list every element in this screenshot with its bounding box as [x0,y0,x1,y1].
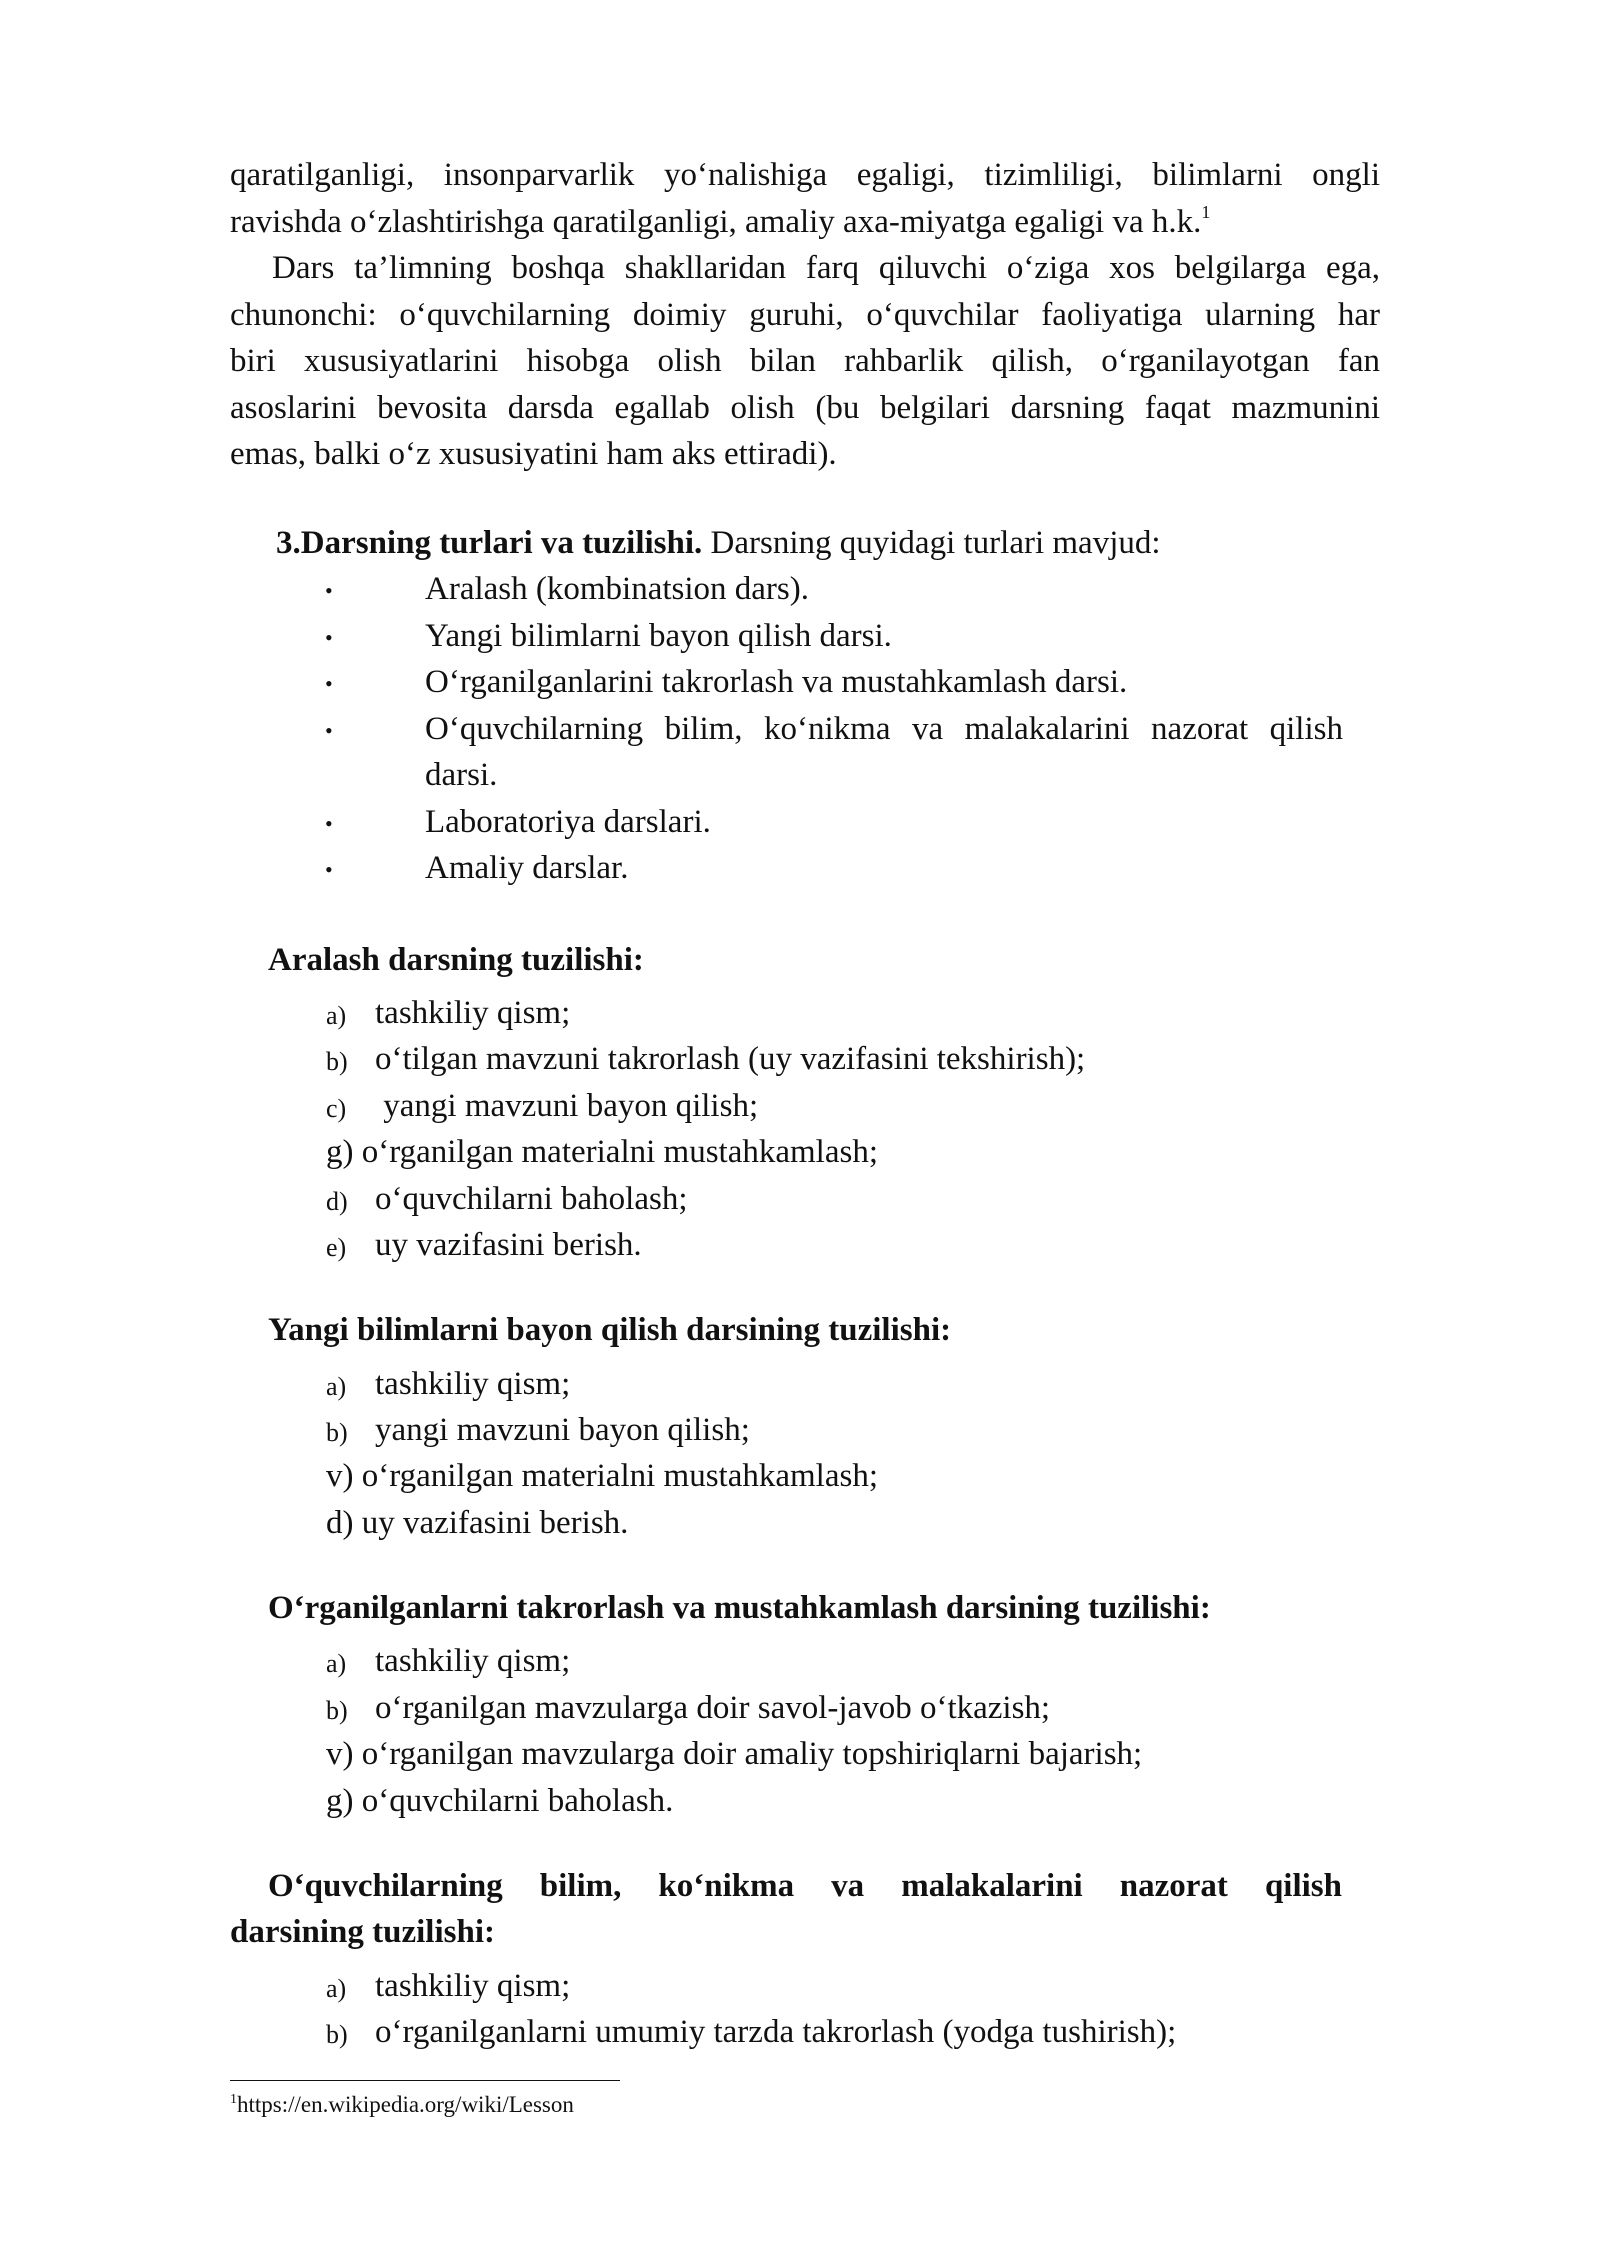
section-3-heading [276,525,1161,562]
yangi-heading: Yangi bilimlarni bayon qilish darsining tuzilishi: [268,1312,952,1348]
item-letter: a) [326,1372,347,1401]
list-item: tashkiliy qism; [375,1366,571,1402]
dars-line-3: biri xususiyatlarini hisobga olish bilan rahbarlik qilish, o‘rganilayotgan fan [230,343,1380,379]
nazorat-heading-line-2: darsining tuzilishi: [230,1914,495,1950]
section-3-lead: Darsning quyidagi turlari mavjud: [702,525,1161,561]
list-item: O‘rganilganlarini takrorlash va mustahkamlash darsi. [425,664,1128,700]
item-letter: a) [326,1001,347,1030]
item-letter: b) [326,1047,348,1076]
footnote-separator [230,2080,620,2081]
list-item: tashkiliy qism; [375,1643,571,1679]
list-item: O‘quvchilarning bilim, ko‘nikma va malakalarini nazorat qilish [425,711,1343,747]
footnote-link[interactable]: https://en.wikipedia.org/wiki/Lesson [237,2092,574,2117]
nazorat-heading-line-1: O‘quvchilarning bilim, ko‘nikma va malakalarini nazorat qilish [268,1868,1342,1904]
dars-line-1: Dars ta’limning boshqa shakllaridan farq qiluvchi o‘ziga xos belgilarga ega, [272,250,1380,286]
list-item: yangi mavzuni bayon qilish; [375,1088,759,1124]
bullet-marker: • [325,671,333,696]
section-3-title: 3.Darsning turlari va tuzilishi. [276,525,703,561]
list-item: tashkiliy qism; [375,1968,571,2004]
dars-line-5: emas, balki o‘z xususiyatini ham aks ettiradi). [230,436,837,472]
list-item: o‘tilgan mavzuni takrorlash (uy vazifasini tekshirish); [375,1041,1086,1077]
footnote-mark: 1 [230,2092,237,2107]
intro-line-2 [230,199,1380,246]
list-item: d) uy vazifasini berish. [326,1505,629,1541]
item-letter: d) [326,1187,348,1216]
list-item: o‘quvchilarni baholash; [375,1181,688,1217]
bullet-marker: • [325,625,333,650]
dars-line-4: asoslarini bevosita darsda egallab olish (bu belgilari darsning faqat mazmunini [230,389,1380,426]
list-item: g) o‘quvchilarni baholash. [326,1783,674,1819]
dars-line-2: chunonchi: o‘quvchilarning doimiy guruhi, o‘quvchilar faoliyatiga ularning har [230,296,1380,333]
item-letter: b) [326,2020,348,2049]
list-item: Laboratoriya darslari. [425,804,711,840]
list-item: o‘rganilgan mavzularga doir savol-javob o‘tkazish; [375,1690,1051,1726]
bullet-marker: • [325,857,333,882]
intro-line-2-text: ravishda o‘zlashtirishga qaratilganligi, amaliy axa-miyatga egaligi va h.k. [230,203,1202,240]
list-item: v) o‘rganilgan mavzularga doir amaliy topshiriqlarni bajarish; [326,1736,1143,1772]
list-item: yangi mavzuni bayon qilish; [375,1412,750,1448]
bullet-marker: • [325,811,333,836]
takror-heading: O‘rganilganlarni takrorlash va mustahkamlash darsining tuzilishi: [268,1590,1211,1626]
list-item: Yangi bilimlarni bayon qilish darsi. [425,618,892,654]
item-letter: a) [326,1649,347,1678]
list-item: g) o‘rganilgan materialni mustahkamlash; [326,1134,878,1170]
item-letter: b) [326,1418,348,1447]
dars-paragraph [230,245,1380,478]
list-item: uy vazifasini berish. [375,1227,642,1263]
list-item: v) o‘rganilgan materialni mustahkamlash; [326,1458,878,1494]
list-item-continuation: darsi. [425,757,498,793]
list-item: Amaliy darslar. [425,850,629,886]
item-letter: b) [326,1696,348,1725]
list-item: o‘rganilganlarni umumiy tarzda takrorlash (yodga tushirish); [375,2014,1177,2050]
footnote [230,2092,574,2118]
intro-paragraph [230,152,1380,245]
item-letter: e) [326,1233,347,1262]
list-item: Aralash (kombinatsion dars). [425,571,809,607]
bullet-marker: • [325,578,333,603]
item-letter: c) [326,1094,347,1123]
item-letter: a) [326,1974,347,2003]
aralash-heading: Aralash darsning tuzilishi: [268,942,644,978]
bullet-marker: • [325,718,333,743]
intro-line-1: qaratilganligi, insonparvarlik yo‘nalishiga egaligi, tizimliligi, bilimlarni ongli [230,157,1380,193]
list-item: tashkiliy qism; [375,995,571,1031]
footnote-reference: 1 [1201,201,1211,222]
